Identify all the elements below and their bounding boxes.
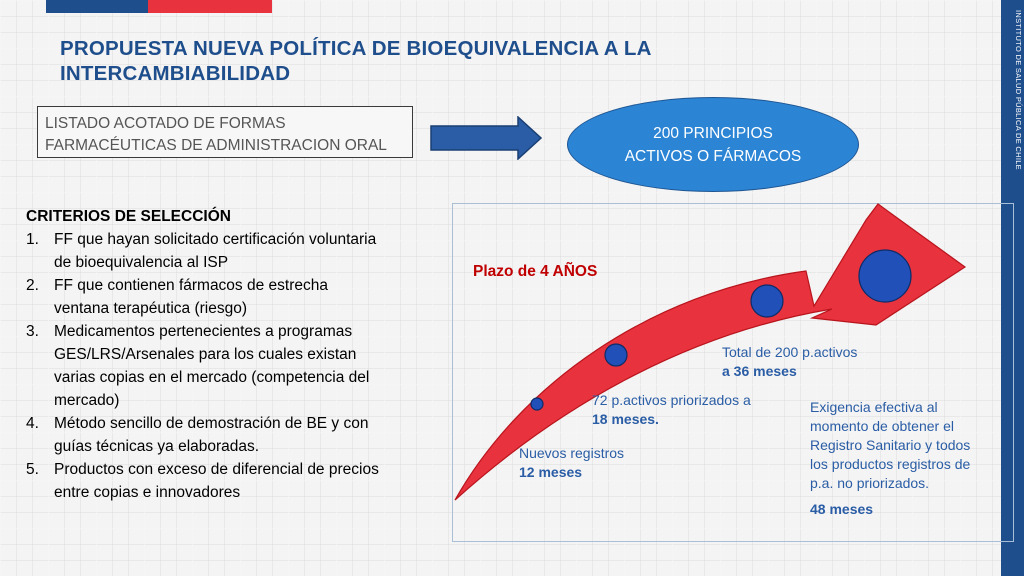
criteria-item-line: mercado) (54, 392, 120, 409)
criteria-item-number: 5. (26, 461, 39, 478)
criteria-item-line: guías técnicas ya elaboradas. (54, 438, 260, 455)
criteria-item-line: ventana terapéutica (riesgo) (54, 300, 248, 317)
milestone-text: Total de 200 p.activos (722, 344, 858, 360)
criteria-item-line: Método sencillo de demostración de BE y con (54, 415, 369, 432)
side-institution-text: INSTITUTO DE SALUD PÚBLICA DE CHILE (1014, 10, 1023, 170)
milestone-text: 72 p.activos priorizados a (592, 392, 751, 408)
milestone-text: Registro Sanitario y todos (810, 437, 971, 453)
criteria-item-number: 3. (26, 323, 39, 340)
criteria-item-line: Productos con exceso de diferencial de precios (54, 461, 379, 478)
slide-title-line2: INTERCAMBIABILIDAD (60, 62, 291, 85)
milestone-marker (531, 398, 543, 410)
criteria-item-number: 4. (26, 415, 39, 432)
milestone-marker (605, 344, 627, 366)
milestone-duration: 12 meses (519, 464, 583, 480)
milestone-text: Nuevos registros (519, 445, 625, 461)
criteria-item-line: GES/LRS/Arsenales para los cuales existan (54, 346, 357, 363)
milestone-duration: 48 meses (810, 501, 874, 517)
principles-line1: 200 PRINCIPIOS (653, 124, 773, 142)
slide-title-line1: PROPUESTA NUEVA POLÍTICA DE BIOEQUIVALENCIA A LA (60, 37, 652, 60)
criteria-item-line: FF que hayan solicitado certificación voluntaria (54, 231, 377, 248)
milestone-text: los productos registros de (810, 456, 971, 472)
criteria-item-line: Medicamentos pertenecientes a programas (54, 323, 353, 340)
criteria-item-number: 2. (26, 277, 39, 294)
criteria-item-line: varias copias en el mercado (competencia del (54, 369, 370, 386)
criteria-item-number: 1. (26, 231, 39, 248)
forms-list-line1: LISTADO ACOTADO DE FORMAS (45, 115, 286, 132)
forms-list-line2: FARMACÉUTICAS DE ADMINISTRACION ORAL (45, 137, 387, 154)
criteria-item-line: FF que contienen fármacos de estrecha (54, 277, 328, 294)
milestone-label-18 (592, 391, 751, 429)
milestone-marker (751, 285, 783, 317)
milestone-label-12 (519, 444, 624, 482)
milestone-duration: 18 meses. (592, 411, 659, 427)
milestone-marker (859, 250, 911, 302)
milestone-text: momento de obtener el (810, 418, 954, 434)
principles-line2: ACTIVOS O FÁRMACOS (624, 147, 802, 165)
criteria-heading: CRITERIOS DE SELECCIÓN (26, 208, 231, 225)
milestone-label-36 (722, 343, 857, 381)
criteria-item-line: de bioequivalencia al ISP (54, 254, 229, 271)
timeframe-label: Plazo de 4 AÑOS (473, 263, 598, 280)
milestone-duration: a 36 meses (722, 363, 797, 379)
milestone-text: p.a. no priorizados. (810, 475, 930, 491)
milestone-label-48 (810, 398, 970, 519)
criteria-item-line: entre copias e innovadores (54, 484, 241, 501)
milestone-text: Exigencia efectiva al (810, 399, 938, 415)
